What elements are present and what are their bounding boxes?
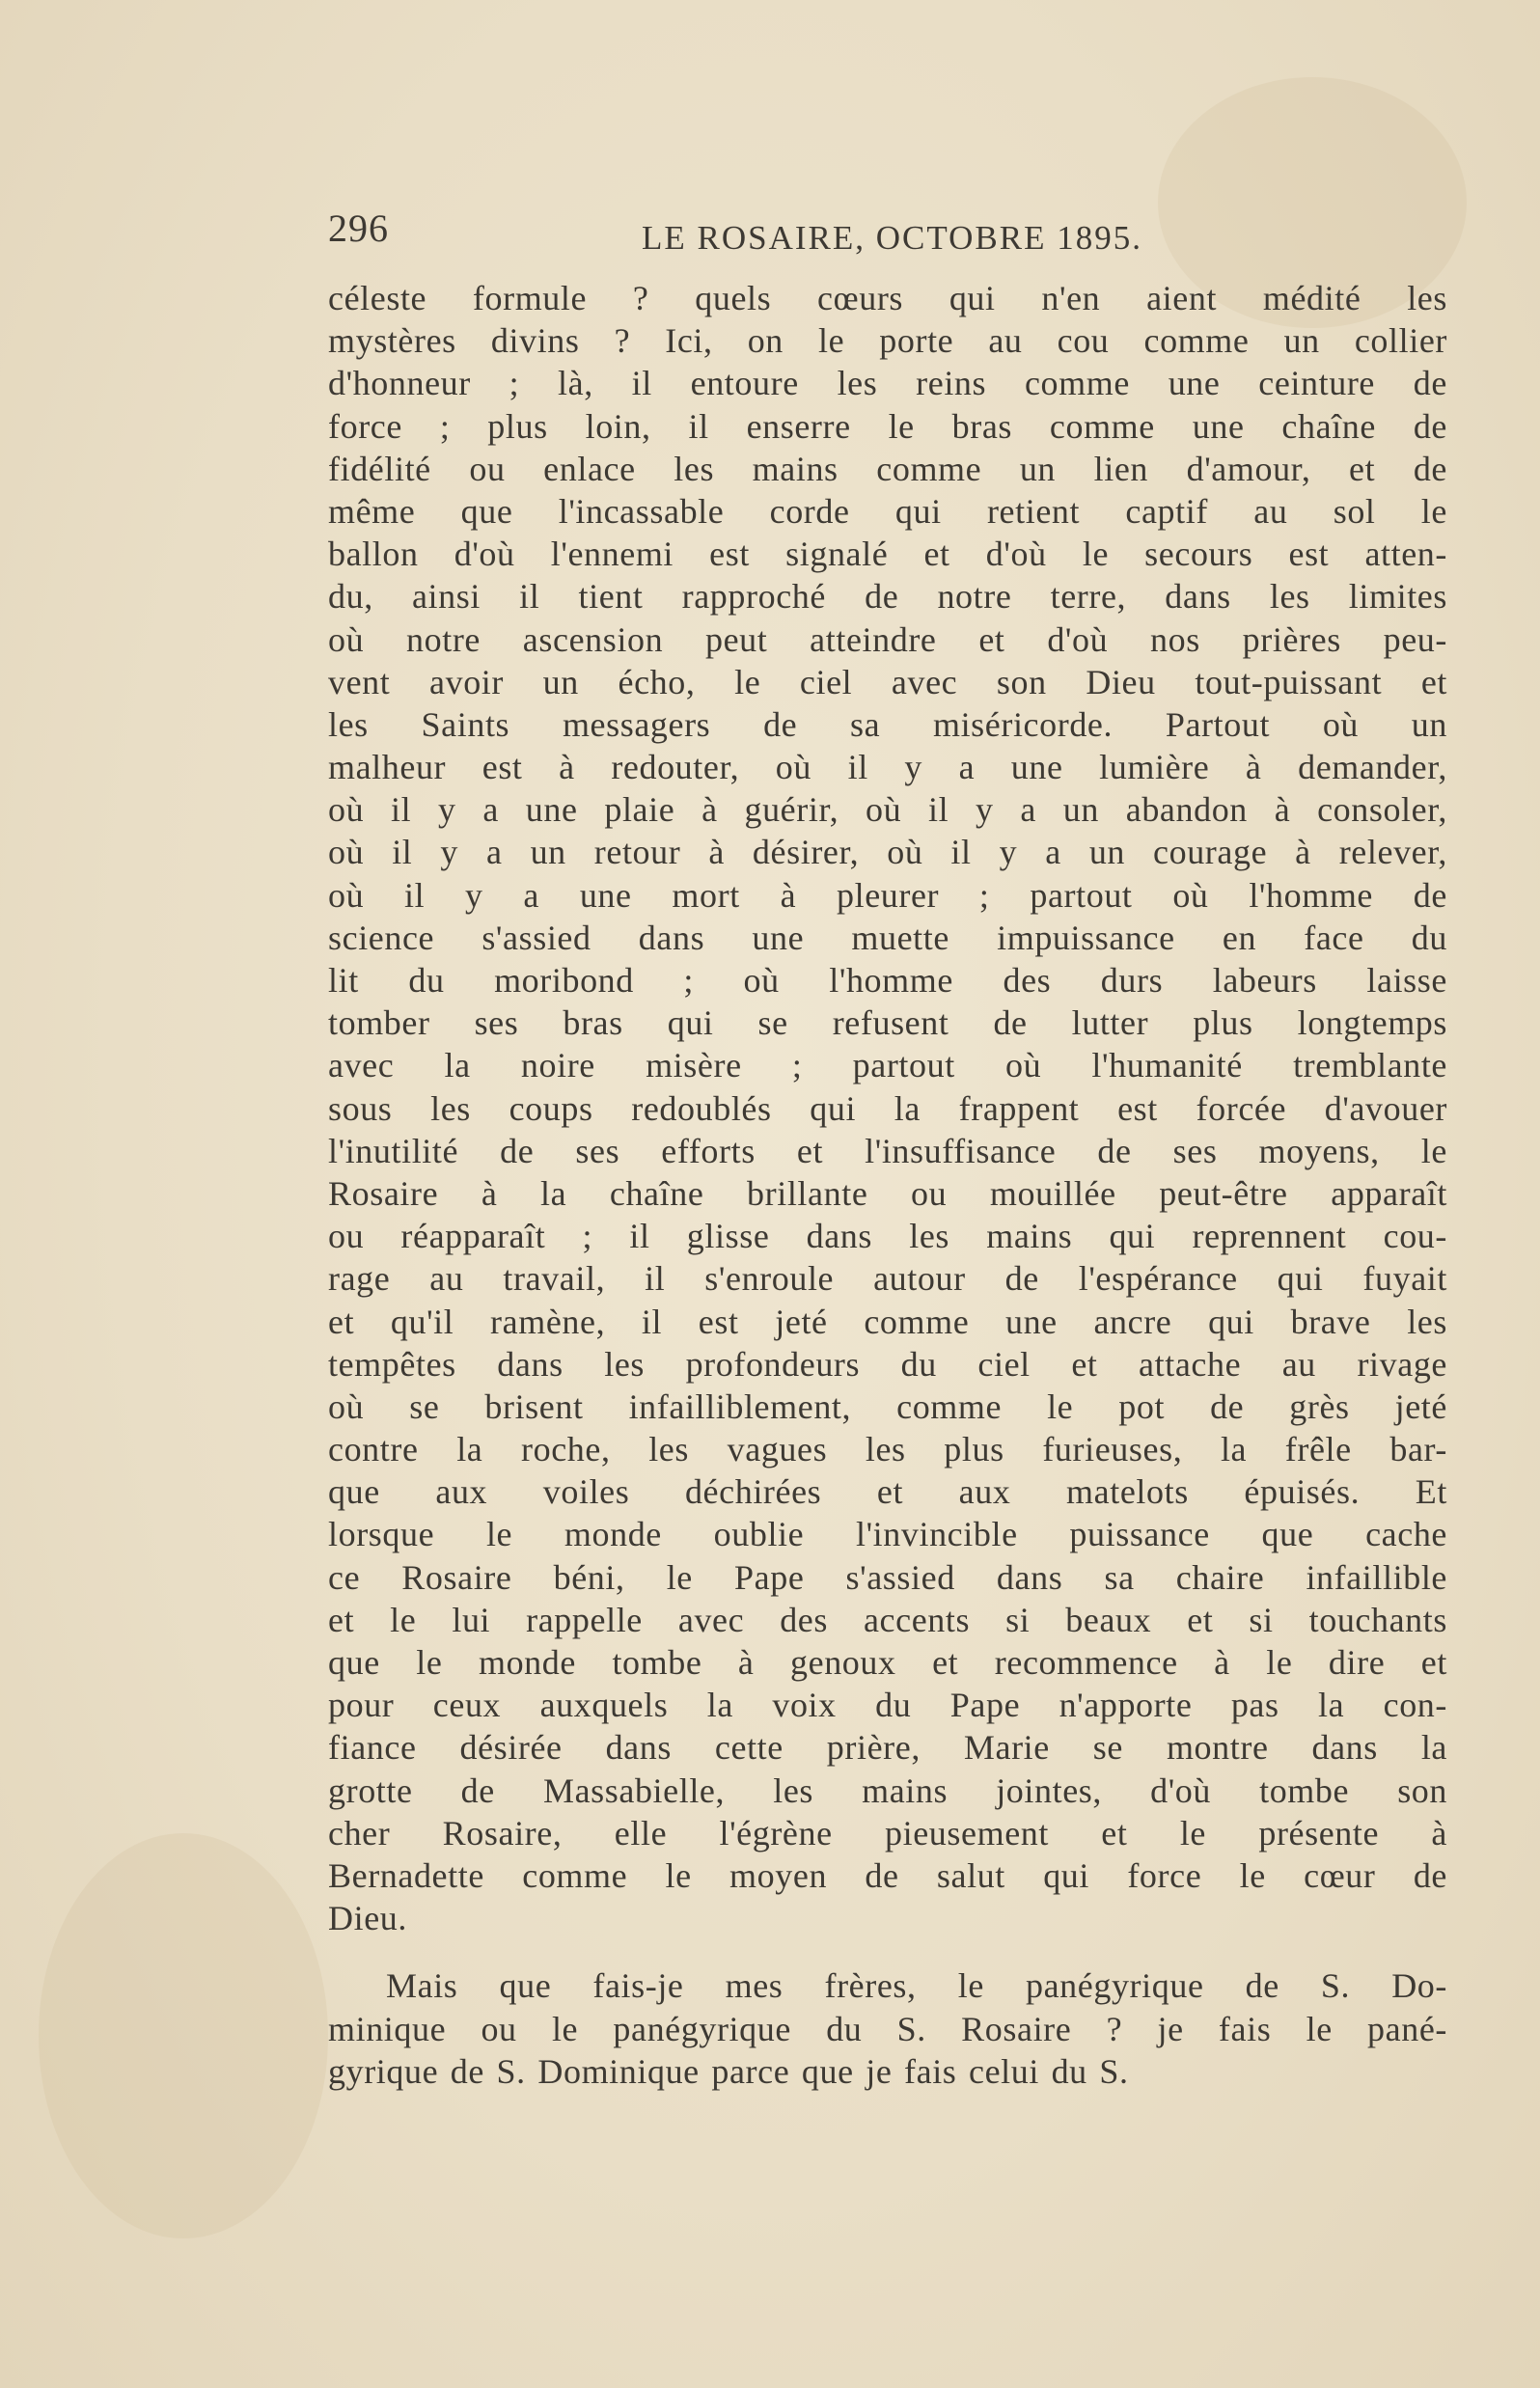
text-line: et qu'il ramène, il est jeté comme une ancre qui brave les — [328, 1302, 1447, 1341]
paragraph — [328, 1964, 1447, 2093]
text-line: lit du moribond ; où l'homme des durs labeurs laisse — [328, 961, 1447, 1000]
book-page — [328, 198, 1447, 2093]
text-line: force ; plus loin, il enserre le bras comme une chaîne de — [328, 406, 1447, 446]
text-line: où il y a une plaie à guérir, où il y a un abandon à consoler, — [328, 790, 1447, 830]
text-line: science s'assied dans une muette impuissance en face du — [328, 918, 1447, 957]
text-line: gyrique de S. Dominique parce que je fais celui du S. — [328, 2051, 1129, 2091]
text-line: d'honneur ; là, il entoure les reins comme une ceinture de — [328, 364, 1447, 403]
text-line: rage au travail, il s'enroule autour de l'espérance qui fuyait — [328, 1259, 1447, 1299]
text-line: pour ceux auxquels la voix du Pape n'apporte pas la con- — [328, 1686, 1447, 1725]
text-line: céleste formule ? quels cœurs qui n'en aient médité les — [328, 279, 1447, 317]
text-line: ballon d'où l'ennemi est signalé et d'où le secours est atten- — [328, 535, 1447, 574]
text-line: l'inutilité de ses efforts et l'insuffisance de ses moyens, le — [328, 1131, 1447, 1170]
text-line: sous les coups redoublés qui la frappent est forcée d'avouer — [328, 1088, 1447, 1128]
text-line: vent avoir un écho, le ciel avec son Dieu tout-puissant et — [328, 662, 1447, 701]
text-line: où il y a une mort à pleurer ; partout où l'homme de — [328, 875, 1447, 915]
text-line: et le lui rappelle avec des accents si beaux et si touchants — [328, 1600, 1447, 1639]
paragraph — [328, 277, 1447, 1939]
paper-stain — [39, 1833, 328, 2238]
text-line: mystères divins ? Ici, on le porte au cou comme un collier — [328, 321, 1447, 361]
running-head — [328, 198, 1447, 258]
text-line: cher Rosaire, elle l'égrène pieusement et le présente à — [328, 1813, 1447, 1853]
paragraph-gap — [328, 1939, 1447, 1964]
text-line: Mais que fais-je mes frères, le panégyrique de S. Do- — [386, 1966, 1447, 2006]
text-line: minique ou le panégyrique du S. Rosaire ? je fais le pané- — [328, 2009, 1447, 2048]
text-line: que le monde tombe à genoux et recommence à le dire et — [328, 1643, 1447, 1682]
text-line: où se brisent infailliblement, comme le pot de grès jeté — [328, 1386, 1447, 1426]
text-line: tempêtes dans les profondeurs du ciel et attache au rivage — [328, 1344, 1447, 1384]
text-line: grotte de Massabielle, les mains jointes, d'où tombe son — [328, 1770, 1447, 1810]
text-line: avec la noire misère ; partout où l'humanité tremblante — [328, 1046, 1447, 1085]
text-line: contre la roche, les vagues les plus furieuses, la frêle bar- — [328, 1430, 1447, 1469]
text-line: où notre ascension peut atteindre et d'où nos prières peu- — [328, 619, 1447, 659]
text-line: Dieu. — [328, 1899, 407, 1938]
running-title: LE ROSAIRE, OCTOBRE 1895. — [642, 219, 1142, 257]
text-line: fidélité ou enlace les mains comme un lien d'amour, et de — [328, 449, 1447, 488]
text-line: Bernadette comme le moyen de salut qui force le cœur de — [328, 1855, 1447, 1895]
text-line: malheur est à redouter, où il y a une lumière à demander, — [328, 748, 1447, 787]
text-line: du, ainsi il tient rapproché de notre terre, dans les limites — [328, 577, 1447, 617]
text-line: Rosaire à la chaîne brillante ou mouillée peut-être apparaît — [328, 1173, 1447, 1213]
text-line: lorsque le monde oublie l'invincible puissance que cache — [328, 1515, 1447, 1554]
text-line: même que l'incassable corde qui retient captif au sol le — [328, 491, 1447, 531]
text-line: où il y a un retour à désirer, où il y a un courage à relever, — [328, 833, 1447, 872]
text-line: que aux voiles déchirées et aux matelots épuisés. Et — [328, 1472, 1447, 1512]
text-line: ou réapparaît ; il glisse dans les mains qui reprennent cou- — [328, 1217, 1447, 1256]
page-number: 296 — [328, 206, 389, 250]
text-line: fiance désirée dans cette prière, Marie se montre dans la — [328, 1728, 1447, 1768]
text-line: ce Rosaire béni, le Pape s'assied dans sa chaire infaillible — [328, 1557, 1447, 1597]
text-line: les Saints messagers de sa miséricorde. Partout où un — [328, 704, 1447, 744]
text-line: tomber ses bras qui se refusent de lutter plus longtemps — [328, 1003, 1447, 1043]
body-text — [328, 277, 1447, 2093]
